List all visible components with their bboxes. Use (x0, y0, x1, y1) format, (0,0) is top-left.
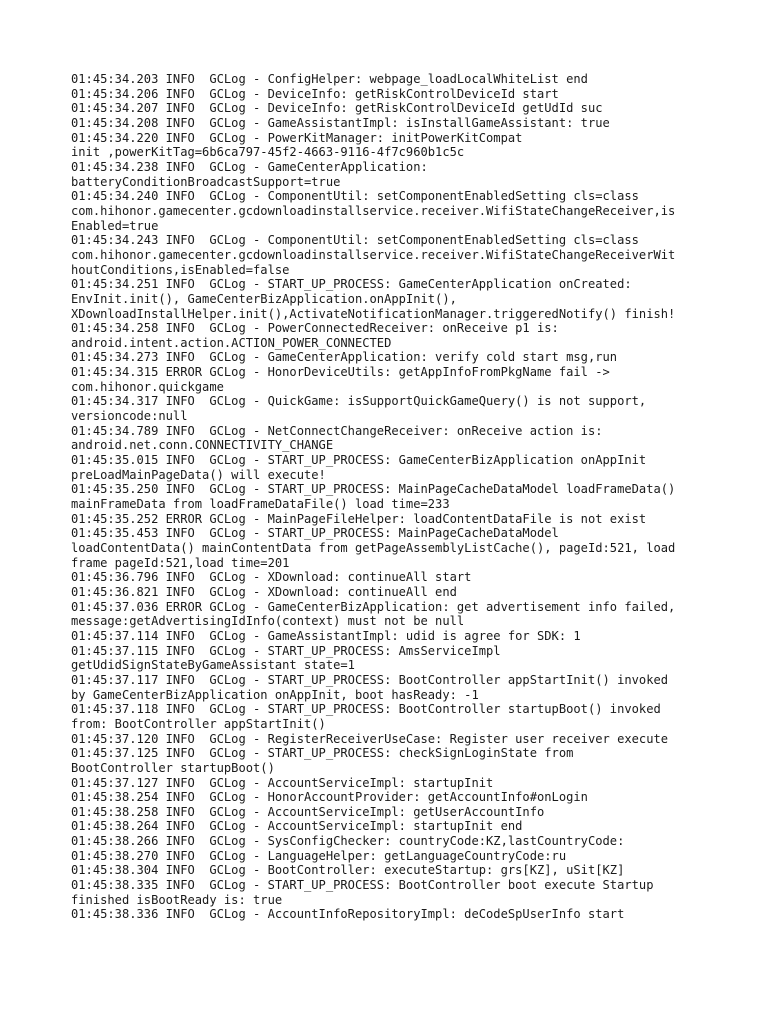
log-line: 01:45:34.208 INFO GCLog - GameAssistantImpl: isInstallGameAssistant: true (71, 115, 610, 130)
log-line: 01:45:38.270 INFO GCLog - LanguageHelper: getLanguageCountryCode:ru (71, 848, 567, 863)
log-line: 01:45:38.266 INFO GCLog - SysConfigChecker: countryCode:KZ,lastCountryCode: (71, 834, 625, 849)
log-line: versioncode:null (71, 409, 188, 424)
log-line: 01:45:36.821 INFO GCLog - XDownload: continueAll end (71, 584, 457, 599)
log-line: getUdidSignStateByGameAssistant state=1 (71, 658, 355, 673)
log-line: 01:45:37.114 INFO GCLog - GameAssistantImpl: udid is agree for SDK: 1 (71, 628, 581, 643)
log-line: Enabled=true (71, 218, 159, 233)
log-line: android.intent.action.ACTION_POWER_CONNECTED (71, 335, 392, 350)
log-line: 01:45:37.127 INFO GCLog - AccountServiceImpl: startupInit (71, 775, 494, 790)
log-line: 01:45:34.273 INFO GCLog - GameCenterApplication: verify cold start msg,run (71, 350, 618, 365)
log-line: XDownloadInstallHelper.init(),ActivateNotificationManager.triggeredNotify() finish! (71, 306, 676, 321)
log-line: android.net.conn.CONNECTIVITY_CHANGE (71, 438, 334, 453)
log-line: 01:45:34.789 INFO GCLog - NetConnectChangeReceiver: onReceive action is: (71, 423, 603, 438)
log-line: 01:45:34.240 INFO GCLog - ComponentUtil: setComponentEnabledSetting cls=class (71, 189, 639, 204)
log-line: 01:45:34.317 INFO GCLog - QuickGame: isSupportQuickGameQuery() is not support, (71, 394, 647, 409)
log-line: frame pageId:521,load time=201 (71, 555, 290, 570)
log-line: 01:45:34.243 INFO GCLog - ComponentUtil: setComponentEnabledSetting cls=class (71, 233, 639, 248)
log-line: 01:45:35.453 INFO GCLog - START_UP_PROCESS: MainPageCacheDataModel (71, 526, 559, 541)
log-line: init ,powerKitTag=6b6ca797-45f2-4663-9116-4f7c960b1c5c (71, 145, 465, 160)
log-line: 01:45:37.120 INFO GCLog - RegisterReceiverUseCase: Register user receiver execute (71, 731, 669, 746)
log-line: 01:45:37.036 ERROR GCLog - GameCenterBizApplication: get advertisement info failed, (71, 599, 676, 614)
log-line: from: BootController appStartInit() (71, 716, 326, 731)
log-line: 01:45:38.258 INFO GCLog - AccountServiceImpl: getUserAccountInfo (71, 804, 545, 819)
log-line: 01:45:38.304 INFO GCLog - BootController: executeStartup: grs[KZ], uSit[KZ] (71, 863, 625, 878)
log-line: 01:45:38.264 INFO GCLog - AccountServiceImpl: startupInit end (71, 819, 523, 834)
log-line: com.hihonor.gamecenter.gcdownloadinstallservice.receiver.WifiStateChangeReceiver,is (71, 203, 676, 218)
log-line: 01:45:34.203 INFO GCLog - ConfigHelper: webpage_loadLocalWhiteList end (71, 72, 588, 86)
log-line: 01:45:37.115 INFO GCLog - START_UP_PROCESS: AmsServiceImpl (71, 643, 501, 658)
log-line: 01:45:37.117 INFO GCLog - START_UP_PROCESS: BootController appStartInit() invoked (71, 672, 669, 687)
log-line: 01:45:38.335 INFO GCLog - START_UP_PROCESS: BootController boot execute Startup (71, 878, 654, 893)
log-line: loadContentData() mainContentData from getPageAssemblyListCache(), pageId:521, load (71, 541, 676, 555)
log-line: mainFrameData from loadFrameDataFile() load time=233 (71, 497, 450, 512)
log-line: 01:45:34.251 INFO GCLog - START_UP_PROCESS: GameCenterApplication onCreated: (71, 277, 632, 292)
log-line: com.hihonor.quickgame (71, 379, 224, 394)
log-line: 01:45:35.250 INFO GCLog - START_UP_PROCESS: MainPageCacheDataModel loadFrameData() (71, 482, 676, 497)
log-line: 01:45:37.125 INFO GCLog - START_UP_PROCESS: checkSignLoginState from (71, 746, 574, 761)
log-text-block (71, 72, 711, 922)
log-line: finished isBootReady is: true (71, 892, 283, 907)
log-line: EnvInit.init(), GameCenterBizApplication.onAppInit(), (71, 291, 457, 306)
log-line: 01:45:34.238 INFO GCLog - GameCenterApplication: (71, 159, 428, 174)
log-line: 01:45:34.315 ERROR GCLog - HonorDeviceUtils: getAppInfoFromPkgName fail -> (71, 365, 610, 380)
log-line: houtConditions,isEnabled=false (71, 262, 290, 277)
log-line: 01:45:38.336 INFO GCLog - AccountInfoRepositoryImpl: deCodeSpUserInfo start (71, 907, 625, 922)
log-line: com.hihonor.gamecenter.gcdownloadinstallservice.receiver.WifiStateChangeReceiverWit (71, 247, 676, 262)
log-line: 01:45:34.207 INFO GCLog - DeviceInfo: getRiskControlDeviceId getUdId suc (71, 101, 603, 116)
log-line: 01:45:35.015 INFO GCLog - START_UP_PROCESS: GameCenterBizApplication onAppInit (71, 453, 647, 468)
log-line: 01:45:35.252 ERROR GCLog - MainPageFileHelper: loadContentDataFile is not exist (71, 511, 647, 526)
log-line: batteryConditionBroadcastSupport=true (71, 174, 341, 189)
log-line: 01:45:34.258 INFO GCLog - PowerConnectedReceiver: onReceive p1 is: (71, 321, 559, 336)
log-line: BootController startupBoot() (71, 760, 275, 775)
log-line: 01:45:36.796 INFO GCLog - XDownload: continueAll start (71, 570, 472, 585)
log-line: preLoadMainPageData() will execute! (71, 467, 326, 482)
log-line: 01:45:37.118 INFO GCLog - START_UP_PROCESS: BootController startupBoot() invoked (71, 702, 661, 717)
log-line: 01:45:34.206 INFO GCLog - DeviceInfo: getRiskControlDeviceId start (71, 86, 559, 101)
log-line: 01:45:38.254 INFO GCLog - HonorAccountProvider: getAccountInfo#onLogin (71, 790, 588, 805)
log-line: 01:45:34.220 INFO GCLog - PowerKitManager: initPowerKitCompat (71, 130, 523, 145)
log-line: by GameCenterBizApplication onAppInit, boot hasReady: -1 (71, 687, 479, 702)
log-line: message:getAdvertisingIdInfo(context) must not be null (71, 614, 465, 629)
